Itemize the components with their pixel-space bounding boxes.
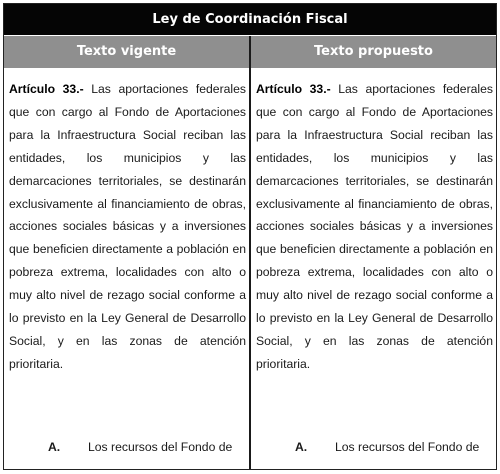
cell-current-text bbox=[4, 68, 249, 469]
subsection-text: Los recursos del Fondo de bbox=[335, 440, 480, 454]
article-paragraph bbox=[9, 78, 246, 376]
article-number: Artículo 33.- bbox=[256, 82, 331, 96]
comparison-table bbox=[3, 3, 497, 470]
article-text: Las aportaciones federales que con cargo al Fondo de Aportaciones para la Infraestructura Social reciban las entidades, los municipios y las demarcaciones territoriales, se destinarán exclusivamente al financiamiento de obras, acciones sociales básicas y a inversiones que beneficien directamente a población en pobreza extrema, localidades con alto o muy alto nivel de rezago social conforme a lo previsto en la Ley General de Desarrollo Social, y en las zonas de atención prioritaria. bbox=[256, 82, 493, 371]
article-paragraph bbox=[256, 78, 493, 376]
cell-proposed-text bbox=[251, 68, 496, 469]
article-text: Las aportaciones federales que con cargo al Fondo de Aportaciones para la Infraestructura Social reciban las entidades, los municipios y las demarcaciones territoriales, se destinarán exclusivamente al financiamiento de obras, acciones sociales básicas y a inversiones que beneficien directamente a población en pobreza extrema, localidades con alto o muy alto nivel de rezago social conforme a lo previsto en la Ley General de Desarrollo Social, y en las zonas de atención prioritaria. bbox=[9, 82, 246, 371]
subsection-letter: A. bbox=[48, 440, 61, 454]
article-number: Artículo 33.- bbox=[9, 82, 84, 96]
table-title: Ley de Coordinación Fiscal bbox=[4, 4, 496, 35]
subsection-letter: A. bbox=[295, 440, 308, 454]
column-header-current-text: Texto vigente bbox=[4, 36, 249, 68]
column-header-proposed-text: Texto propuesto bbox=[251, 36, 496, 68]
subsection-text: Los recursos del Fondo de bbox=[88, 440, 233, 454]
